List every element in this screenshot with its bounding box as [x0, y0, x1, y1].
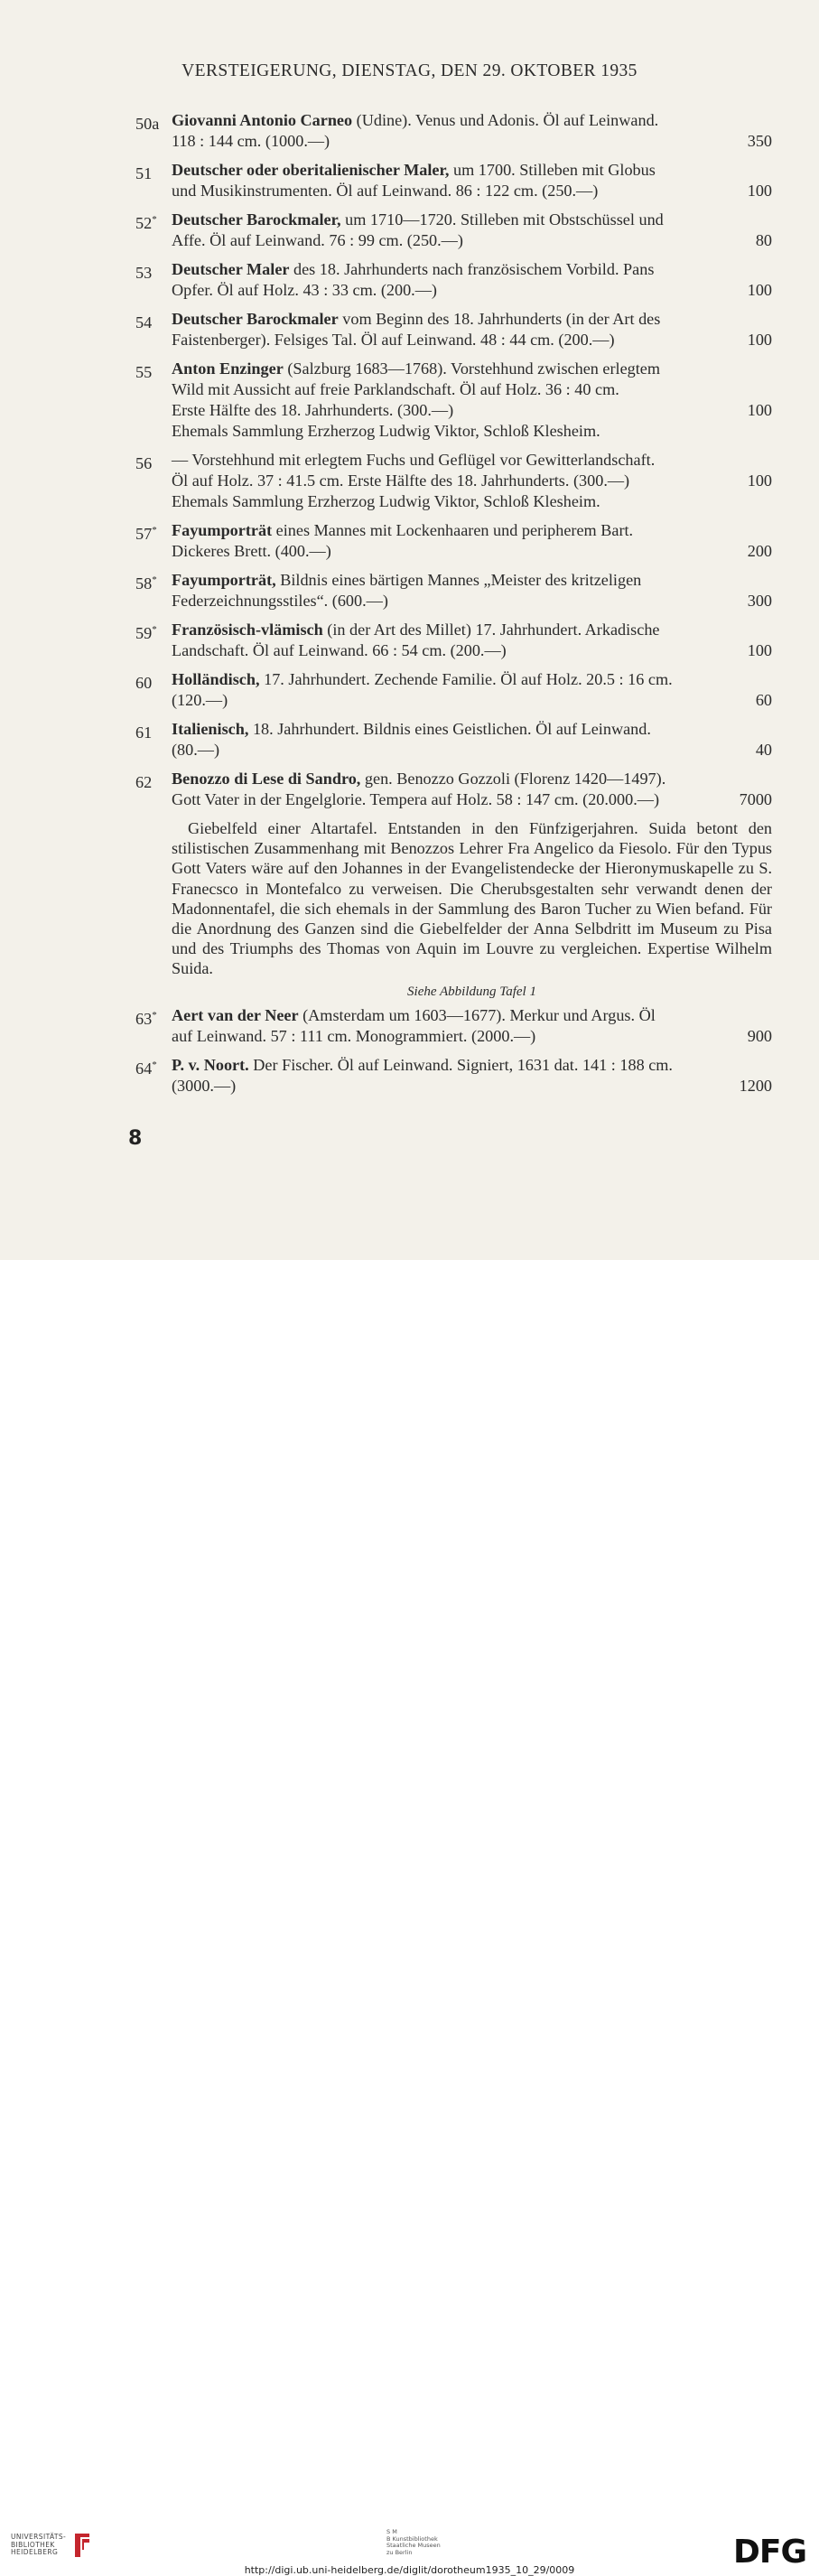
entry-line: [172, 259, 772, 280]
entry-line: [172, 1076, 772, 1097]
price: 1200: [739, 1076, 772, 1095]
artist-name: Italienisch,: [172, 720, 249, 738]
ub-heidelberg-logo[interactable]: [11, 2532, 93, 2559]
artist-name: Deutscher Barockmaler,: [172, 210, 341, 229]
entry-text: um 1710—1720. Stilleben mit Obstschüssel und: [340, 210, 664, 229]
price: 100: [747, 331, 772, 349]
entry-text: 118 : 144 cm. (1000.—): [172, 132, 330, 150]
artist-name: Deutscher oder oberitalienischer Maler,: [172, 161, 450, 179]
entry-line: [172, 210, 772, 230]
lot-number: 62: [135, 773, 153, 792]
page-header: VERSTEIGERUNG, DIENSTAG, DEN 29. OKTOBER 1935: [181, 61, 638, 80]
entry-text: Affe. Öl auf Leinwand. 76 : 99 cm. (250.—): [172, 231, 463, 249]
price: 100: [747, 182, 772, 200]
price: 100: [747, 641, 772, 659]
entry-line: [172, 719, 772, 740]
document-page: [0, 0, 819, 1260]
ub-logo-text: UNIVERSITÄTS- BIBLIOTHEK HEIDELBERG: [11, 2533, 67, 2557]
catalogue-entry: [135, 309, 772, 350]
price: 7000: [739, 790, 772, 808]
entry-text: Ehemals Sammlung Erzherzog Ludwig Viktor, Schloß Klesheim.: [172, 492, 600, 510]
entry-text: 18. Jahrhundert. Bildnis eines Geistlichen. Öl auf Leinwand.: [248, 720, 651, 738]
entry-line: [172, 591, 772, 611]
entry-text: Wild mit Aussicht auf freie Parklandschaft. Öl auf Holz. 36 : 40 cm.: [172, 380, 619, 398]
entry-line: [172, 491, 772, 512]
entry-line: [172, 1055, 772, 1076]
entry-line: [172, 769, 772, 789]
entry-text: Öl auf Holz. 37 : 41.5 cm. Erste Hälfte des 18. Jahrhunderts. (300.—): [172, 471, 630, 490]
entry-text: (3000.—): [172, 1076, 237, 1095]
lot-star: *: [152, 1059, 157, 1070]
illustration-caption: Siehe Abbildung Tafel 1: [407, 984, 536, 999]
entry-line: [172, 669, 772, 690]
entry-line: [172, 309, 772, 330]
entry-line: [172, 450, 772, 471]
artist-name: Anton Enzinger: [172, 359, 284, 378]
catalogue-entry: [135, 620, 772, 661]
entry-text: (Amsterdam um 1603—1677). Merkur und Argus. Öl: [298, 1005, 656, 1024]
artist-name: Deutscher Maler: [172, 260, 290, 278]
entry-text: (in der Art des Millet) 17. Jahrhundert. Arkadische: [322, 621, 660, 639]
lot-number: 63*: [135, 1009, 157, 1028]
price: 40: [755, 741, 772, 759]
lot-number: 60: [135, 674, 153, 693]
entry-text: gen. Benozzo Gozzoli (Florenz 1420—1497).: [360, 770, 666, 788]
entry-line: [172, 471, 772, 491]
source-url[interactable]: http://digi.ub.uni-heidelberg.de/diglit/dorotheum1935_10_29/0009: [244, 2564, 575, 2576]
price: 300: [747, 592, 772, 610]
artist-name: P. v. Noort.: [172, 1055, 249, 1074]
entry-text: Landschaft. Öl auf Leinwand. 66 : 54 cm. (200.—): [172, 641, 507, 659]
catalogue-entry: [135, 570, 772, 611]
lot-star: *: [152, 574, 157, 585]
entry-line: [172, 690, 772, 711]
entry-text: Dickeres Brett. (400.—): [172, 542, 331, 560]
entry-line: [172, 110, 772, 131]
entry-text: Bildnis eines bärtigen Mannes „Meister des kritzeligen: [275, 571, 642, 589]
entry-line: [172, 620, 772, 640]
lot-number: 61: [135, 723, 153, 742]
catalogue-entry: [135, 669, 772, 711]
entry-line: [172, 640, 772, 661]
entry-text: Erste Hälfte des 18. Jahrhunderts. (300.—): [172, 401, 454, 419]
entry-line: [172, 400, 772, 421]
catalogue-entry: [135, 769, 772, 810]
price: 900: [747, 1026, 772, 1045]
entry-text: Opfer. Öl auf Holz. 43 : 33 cm. (200.—): [172, 281, 437, 299]
catalogue-entries: [135, 110, 772, 1105]
entry-text: Gott Vater in der Engelglorie. Tempera auf Holz. 58 : 147 cm. (20.000.—): [172, 790, 660, 808]
entry-line: [172, 181, 772, 201]
artist-name: Deutscher Barockmaler: [172, 310, 339, 328]
entry-line: [172, 379, 772, 400]
artist-name: Aert van der Neer: [172, 1005, 299, 1024]
entry-text: (80.—): [172, 741, 220, 759]
footer-bar: [0, 1260, 819, 2576]
entry-line: [172, 330, 772, 350]
catalogue-entry: [135, 520, 772, 562]
lot-number: 52*: [135, 214, 157, 233]
lot-number: 54: [135, 313, 153, 332]
artist-name: Fayumporträt,: [172, 571, 276, 589]
price: 100: [747, 471, 772, 490]
lot-star: *: [152, 525, 157, 536]
entry-text: um 1700. Stilleben mit Globus: [449, 161, 656, 179]
entry-line: [172, 359, 772, 379]
dfg-logo[interactable]: DFG: [733, 2534, 807, 2571]
artist-name: Französisch-vlämisch: [172, 621, 323, 639]
lot-number: 50a: [135, 115, 160, 134]
entry-text: des 18. Jahrhunderts nach französischem Vorbild. Pans: [289, 260, 655, 278]
entry-line: [172, 1026, 772, 1047]
entry-text: Der Fischer. Öl auf Leinwand. Signiert, 1631 dat. 141 : 188 cm.: [248, 1055, 673, 1074]
catalogue-entry: [135, 1005, 772, 1047]
entry-text: 17. Jahrhundert. Zechende Familie. Öl auf Holz. 20.5 : 16 cm.: [259, 670, 673, 688]
entry-text: auf Leinwand. 57 : 111 cm. Monogrammiert. (2000.—): [172, 1026, 536, 1045]
catalogue-entry: [135, 110, 772, 152]
entry-text: (Salzburg 1683—1768). Vorstehhund zwischen erlegtem: [283, 359, 661, 378]
lot-number: 51: [135, 164, 153, 183]
catalogue-entry: [135, 210, 772, 251]
catalogue-entry: [135, 160, 772, 201]
catalogue-entry: [135, 719, 772, 761]
entry-line: [172, 541, 772, 562]
lot-star: *: [152, 214, 157, 225]
entry-text: vom Beginn des 18. Jahrhunderts (in der Art des: [338, 310, 661, 328]
catalogue-entry: [135, 259, 772, 301]
lot-number: 57*: [135, 525, 157, 544]
lot-number: 58*: [135, 574, 157, 593]
entry-text: (120.—): [172, 691, 228, 709]
catalogue-entry: [135, 359, 772, 442]
entry-line: [172, 570, 772, 591]
catalogue-entry: [135, 1055, 772, 1097]
catalogue-entry: [135, 450, 772, 512]
price: 200: [747, 542, 772, 560]
entry-line: [172, 280, 772, 301]
artist-name: Fayumporträt: [172, 521, 273, 539]
lot-star: *: [152, 1009, 157, 1021]
artist-name: Benozzo di Lese di Sandro,: [172, 770, 361, 788]
artist-name: Holländisch,: [172, 670, 260, 688]
entry-description: Giebelfeld einer Altartafel. Entstanden in den Fünfzigerjahren. Suida betont den stilistischen Zusammenhang mit Benozzos Lehrer Fra Angelico da Fiesolo. Für den Typus Gott Vaters wäre auf den Johannes in der Evangelistendecke der Hieronymuskapelle zu S. Franecsco in Montefalco zu verweisen. Die Cherubsgestalten sehr verwandt denen der Madonnentafel, die sich ehemals in der Sammlung des Baron Tucher zu Wien befand. Für die Anordnung des Ganzen sind die Giebelfelder der Anna Selbdritt im Museum zu Pisa und des Triumphs des Thomas von Aquin im Louvre zu vergleichen. Expertise Wilhelm Suida.: [172, 819, 772, 978]
entry-line: [172, 740, 772, 761]
entry-text: eines Mannes mit Lockenhaaren und peripherem Bart.: [272, 521, 634, 539]
lot-number: 59*: [135, 624, 157, 643]
entry-line: [172, 160, 772, 181]
price: 80: [755, 231, 772, 249]
lot-number: 53: [135, 264, 153, 283]
ub-emblem-icon: [71, 2532, 93, 2559]
entry-text: und Musikinstrumenten. Öl auf Leinwand. 86 : 122 cm. (250.—): [172, 182, 599, 200]
artist-name: Giovanni Antonio Carneo: [172, 111, 353, 129]
lot-number: 64*: [135, 1059, 157, 1078]
entry-line: [172, 520, 772, 541]
entry-line: [172, 421, 772, 442]
page-number: 8: [128, 1127, 143, 1150]
entry-line: [172, 789, 772, 810]
entry-line: [172, 1005, 772, 1026]
entry-text: Faistenberger). Felsiges Tal. Öl auf Leinwand. 48 : 44 cm. (200.—): [172, 331, 615, 349]
entry-text: Federzeichnungsstiles“. (600.—): [172, 592, 388, 610]
price: 60: [755, 691, 772, 709]
entry-line: [172, 230, 772, 251]
smb-logo-text[interactable]: S M B Kunstbibliothek Staatliche Museen zu Berlin: [386, 2528, 441, 2556]
entry-line: [172, 131, 772, 152]
price: 100: [747, 281, 772, 299]
lot-star: *: [152, 624, 157, 635]
entry-text: — Vorstehhund mit erlegtem Fuchs und Geflügel vor Gewitterlandschaft.: [172, 451, 656, 469]
price: 100: [747, 401, 772, 419]
entry-text: (Udine). Venus und Adonis. Öl auf Leinwand.: [352, 111, 659, 129]
price: 350: [747, 132, 772, 150]
entry-text: Ehemals Sammlung Erzherzog Ludwig Viktor, Schloß Klesheim.: [172, 422, 600, 440]
lot-number: 56: [135, 454, 153, 473]
lot-number: 55: [135, 363, 153, 382]
